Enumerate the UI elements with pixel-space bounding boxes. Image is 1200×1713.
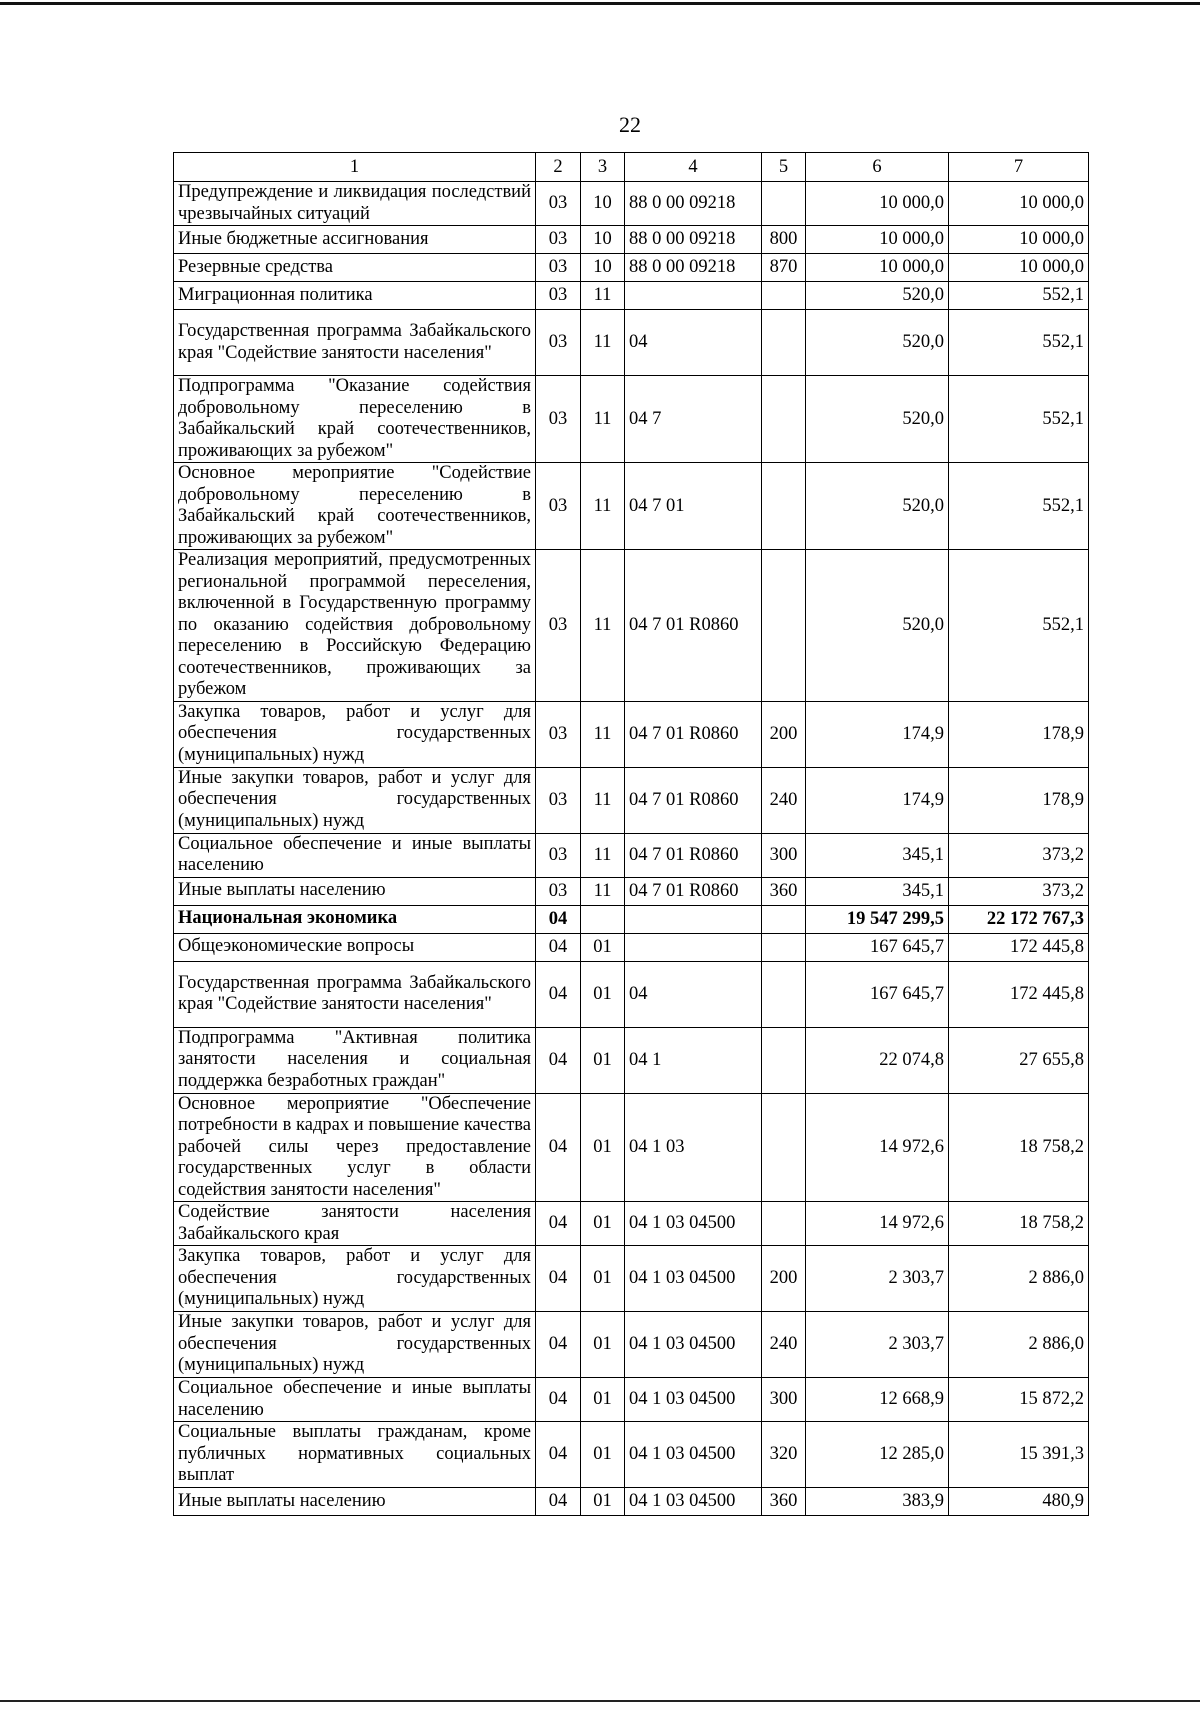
table-row xyxy=(174,463,1089,550)
subsection-code-cell: 01 xyxy=(581,933,625,961)
amount-col7-cell: 10 000,0 xyxy=(949,182,1089,226)
amount-col7-cell: 552,1 xyxy=(949,376,1089,463)
table-row xyxy=(174,1312,1089,1378)
amount-col7-cell: 27 655,8 xyxy=(949,1027,1089,1093)
expense-type-cell: 240 xyxy=(762,767,806,833)
column-number-row xyxy=(174,153,1089,182)
row-name-cell: Миграционная политика xyxy=(174,282,536,310)
target-article-cell: 04 1 03 04500 xyxy=(625,1202,762,1246)
amount-col6-cell: 167 645,7 xyxy=(806,961,949,1027)
section-code-cell: 03 xyxy=(536,877,581,905)
section-code-cell: 04 xyxy=(536,1202,581,1246)
amount-col7-cell: 15 391,3 xyxy=(949,1422,1089,1488)
column-header: 2 xyxy=(536,153,581,182)
subsection-code-cell: 11 xyxy=(581,833,625,877)
row-name-cell: Резервные средства xyxy=(174,254,536,282)
table-row xyxy=(174,550,1089,702)
column-header: 4 xyxy=(625,153,762,182)
subsection-code-cell: 01 xyxy=(581,1202,625,1246)
expense-type-cell: 300 xyxy=(762,1378,806,1422)
target-article-cell: 04 7 01 R0860 xyxy=(625,550,762,702)
amount-col7-cell: 2 886,0 xyxy=(949,1246,1089,1312)
section-code-cell: 04 xyxy=(536,961,581,1027)
expense-type-cell: 240 xyxy=(762,1312,806,1378)
row-name-cell: Содействие занятости населения Забайкальского края xyxy=(174,1202,536,1246)
amount-col6-cell: 12 668,9 xyxy=(806,1378,949,1422)
subsection-code-cell: 01 xyxy=(581,1422,625,1488)
row-name-cell: Закупка товаров, работ и услуг для обеспечения государственных (муниципальных) нужд xyxy=(174,701,536,767)
section-code-cell: 04 xyxy=(536,933,581,961)
amount-col6-cell: 14 972,6 xyxy=(806,1202,949,1246)
target-article-cell: 04 1 03 04500 xyxy=(625,1312,762,1378)
section-code-cell: 03 xyxy=(536,182,581,226)
subsection-code-cell: 10 xyxy=(581,182,625,226)
amount-col6-cell: 10 000,0 xyxy=(806,226,949,254)
table-row xyxy=(174,282,1089,310)
amount-col6-cell: 520,0 xyxy=(806,282,949,310)
row-name-cell: Государственная программа Забайкальского края "Содействие занятости населения" xyxy=(174,310,536,376)
amount-col6-cell: 345,1 xyxy=(806,833,949,877)
section-code-cell: 04 xyxy=(536,905,581,933)
expense-type-cell xyxy=(762,961,806,1027)
subsection-code-cell: 11 xyxy=(581,550,625,702)
target-article-cell: 04 7 01 R0860 xyxy=(625,701,762,767)
column-header: 6 xyxy=(806,153,949,182)
amount-col6-cell: 22 074,8 xyxy=(806,1027,949,1093)
amount-col7-cell: 178,9 xyxy=(949,767,1089,833)
amount-col7-cell: 552,1 xyxy=(949,282,1089,310)
expense-type-cell: 360 xyxy=(762,877,806,905)
row-name-cell: Иные закупки товаров, работ и услуг для обеспечения государственных (муниципальных) нужд xyxy=(174,1312,536,1378)
row-name-cell: Иные бюджетные ассигнования xyxy=(174,226,536,254)
section-code-cell: 04 xyxy=(536,1312,581,1378)
amount-col7-cell: 15 872,2 xyxy=(949,1378,1089,1422)
target-article-cell: 88 0 00 09218 xyxy=(625,226,762,254)
amount-col7-cell: 172 445,8 xyxy=(949,933,1089,961)
section-code-cell: 04 xyxy=(536,1093,581,1202)
table-row xyxy=(174,877,1089,905)
expense-type-cell xyxy=(762,310,806,376)
amount-col7-cell: 172 445,8 xyxy=(949,961,1089,1027)
target-article-cell: 04 1 03 04500 xyxy=(625,1422,762,1488)
expense-type-cell xyxy=(762,905,806,933)
subsection-code-cell: 10 xyxy=(581,254,625,282)
section-code-cell: 03 xyxy=(536,282,581,310)
table-row xyxy=(174,767,1089,833)
amount-col6-cell: 167 645,7 xyxy=(806,933,949,961)
expense-type-cell xyxy=(762,282,806,310)
expense-type-cell: 200 xyxy=(762,1246,806,1312)
amount-col7-cell: 373,2 xyxy=(949,877,1089,905)
amount-col6-cell: 174,9 xyxy=(806,767,949,833)
target-article-cell: 04 1 03 04500 xyxy=(625,1488,762,1516)
row-name-cell: Предупреждение и ликвидация последствий чрезвычайных ситуаций xyxy=(174,182,536,226)
amount-col7-cell: 178,9 xyxy=(949,701,1089,767)
column-header: 5 xyxy=(762,153,806,182)
row-name-cell: Национальная экономика xyxy=(174,905,536,933)
section-code-cell: 04 xyxy=(536,1246,581,1312)
amount-col6-cell: 2 303,7 xyxy=(806,1312,949,1378)
amount-col7-cell: 22 172 767,3 xyxy=(949,905,1089,933)
amount-col6-cell: 19 547 299,5 xyxy=(806,905,949,933)
row-name-cell: Основное мероприятие "Содействие добровольному переселению в Забайкальский край соотечественников, проживающих за рубежом" xyxy=(174,463,536,550)
column-header: 1 xyxy=(174,153,536,182)
row-name-cell: Закупка товаров, работ и услуг для обеспечения государственных (муниципальных) нужд xyxy=(174,1246,536,1312)
table-row xyxy=(174,226,1089,254)
row-name-cell: Реализация мероприятий, предусмотренных региональной программой переселения, включенной в Государственную программу по оказанию содействия добровольному переселению в Российскую Федерацию соотечественников, проживающих за рубежом xyxy=(174,550,536,702)
subsection-code-cell: 11 xyxy=(581,310,625,376)
amount-col6-cell: 10 000,0 xyxy=(806,254,949,282)
section-code-cell: 03 xyxy=(536,550,581,702)
target-article-cell: 04 7 xyxy=(625,376,762,463)
subsection-code-cell: 11 xyxy=(581,701,625,767)
subsection-code-cell: 11 xyxy=(581,767,625,833)
amount-col6-cell: 174,9 xyxy=(806,701,949,767)
section-code-cell: 04 xyxy=(536,1422,581,1488)
expense-type-cell: 200 xyxy=(762,701,806,767)
target-article-cell: 04 7 01 xyxy=(625,463,762,550)
expense-type-cell: 870 xyxy=(762,254,806,282)
section-code-cell: 03 xyxy=(536,310,581,376)
subsection-code-cell: 10 xyxy=(581,226,625,254)
page-number: 22 xyxy=(619,112,641,137)
expense-type-cell xyxy=(762,933,806,961)
table-row xyxy=(174,310,1089,376)
subsection-code-cell: 01 xyxy=(581,961,625,1027)
expense-type-cell xyxy=(762,550,806,702)
amount-col6-cell: 520,0 xyxy=(806,310,949,376)
target-article-cell xyxy=(625,933,762,961)
subsection-code-cell: 01 xyxy=(581,1027,625,1093)
subsection-code-cell: 11 xyxy=(581,282,625,310)
target-article-cell xyxy=(625,282,762,310)
target-article-cell: 04 xyxy=(625,310,762,376)
amount-col6-cell: 520,0 xyxy=(806,550,949,702)
section-code-cell: 03 xyxy=(536,376,581,463)
section-code-cell: 03 xyxy=(536,226,581,254)
amount-col7-cell: 480,9 xyxy=(949,1488,1089,1516)
amount-col7-cell: 552,1 xyxy=(949,310,1089,376)
table-row xyxy=(174,1202,1089,1246)
subsection-code-cell: 11 xyxy=(581,376,625,463)
column-header: 7 xyxy=(949,153,1089,182)
expense-type-cell: 360 xyxy=(762,1488,806,1516)
table-row xyxy=(174,1488,1089,1516)
table-row xyxy=(174,961,1089,1027)
target-article-cell: 04 7 01 R0860 xyxy=(625,833,762,877)
expense-type-cell xyxy=(762,182,806,226)
table-row xyxy=(174,1378,1089,1422)
table-row xyxy=(174,905,1089,933)
amount-col7-cell: 2 886,0 xyxy=(949,1312,1089,1378)
subsection-code-cell: 11 xyxy=(581,463,625,550)
table-row xyxy=(174,376,1089,463)
subsection-code-cell: 01 xyxy=(581,1093,625,1202)
amount-col7-cell: 10 000,0 xyxy=(949,226,1089,254)
expense-type-cell xyxy=(762,1093,806,1202)
row-name-cell: Подпрограмма "Активная политика занятости населения и социальная поддержка безработных граждан" xyxy=(174,1027,536,1093)
target-article-cell: 04 7 01 R0860 xyxy=(625,877,762,905)
amount-col6-cell: 2 303,7 xyxy=(806,1246,949,1312)
amount-col7-cell: 18 758,2 xyxy=(949,1093,1089,1202)
budget-table xyxy=(173,152,1089,1516)
table-row xyxy=(174,1093,1089,1202)
scan-edge-top xyxy=(0,2,1200,5)
section-code-cell: 04 xyxy=(536,1378,581,1422)
amount-col7-cell: 373,2 xyxy=(949,833,1089,877)
column-header: 3 xyxy=(581,153,625,182)
expense-type-cell xyxy=(762,1027,806,1093)
subsection-code-cell: 01 xyxy=(581,1488,625,1516)
target-article-cell: 04 1 xyxy=(625,1027,762,1093)
amount-col7-cell: 18 758,2 xyxy=(949,1202,1089,1246)
subsection-code-cell: 01 xyxy=(581,1378,625,1422)
expense-type-cell: 320 xyxy=(762,1422,806,1488)
table-row xyxy=(174,701,1089,767)
row-name-cell: Общеэкономические вопросы xyxy=(174,933,536,961)
row-name-cell: Иные закупки товаров, работ и услуг для обеспечения государственных (муниципальных) нужд xyxy=(174,767,536,833)
row-name-cell: Подпрограмма "Оказание содействия добровольному переселению в Забайкальский край соотечественников, проживающих за рубежом" xyxy=(174,376,536,463)
subsection-code-cell xyxy=(581,905,625,933)
target-article-cell xyxy=(625,905,762,933)
amount-col6-cell: 520,0 xyxy=(806,376,949,463)
row-name-cell: Государственная программа Забайкальского края "Содействие занятости населения" xyxy=(174,961,536,1027)
section-code-cell: 03 xyxy=(536,254,581,282)
target-article-cell: 04 1 03 xyxy=(625,1093,762,1202)
table-row xyxy=(174,182,1089,226)
target-article-cell: 04 1 03 04500 xyxy=(625,1378,762,1422)
row-name-cell: Основное мероприятие "Обеспечение потребности в кадрах и повышение качества рабочей силы через предоставление государственных услуг в области содействия занятости населения" xyxy=(174,1093,536,1202)
amount-col6-cell: 520,0 xyxy=(806,463,949,550)
amount-col7-cell: 552,1 xyxy=(949,463,1089,550)
table-row xyxy=(174,1027,1089,1093)
target-article-cell: 88 0 00 09218 xyxy=(625,254,762,282)
section-code-cell: 04 xyxy=(536,1488,581,1516)
expense-type-cell xyxy=(762,1202,806,1246)
row-name-cell: Иные выплаты населению xyxy=(174,1488,536,1516)
row-name-cell: Социальное обеспечение и иные выплаты населению xyxy=(174,1378,536,1422)
table-row xyxy=(174,1422,1089,1488)
table-row xyxy=(174,833,1089,877)
row-name-cell: Иные выплаты населению xyxy=(174,877,536,905)
expense-type-cell: 300 xyxy=(762,833,806,877)
expense-type-cell xyxy=(762,463,806,550)
expense-type-cell: 800 xyxy=(762,226,806,254)
section-code-cell: 03 xyxy=(536,701,581,767)
target-article-cell: 04 xyxy=(625,961,762,1027)
section-code-cell: 03 xyxy=(536,833,581,877)
section-code-cell: 04 xyxy=(536,1027,581,1093)
amount-col6-cell: 383,9 xyxy=(806,1488,949,1516)
amount-col6-cell: 10 000,0 xyxy=(806,182,949,226)
target-article-cell: 88 0 00 09218 xyxy=(625,182,762,226)
section-code-cell: 03 xyxy=(536,463,581,550)
amount-col7-cell: 552,1 xyxy=(949,550,1089,702)
target-article-cell: 04 7 01 R0860 xyxy=(625,767,762,833)
row-name-cell: Социальное обеспечение и иные выплаты населению xyxy=(174,833,536,877)
amount-col7-cell: 10 000,0 xyxy=(949,254,1089,282)
target-article-cell: 04 1 03 04500 xyxy=(625,1246,762,1312)
subsection-code-cell: 11 xyxy=(581,877,625,905)
scan-edge-bottom xyxy=(0,1700,1200,1702)
section-code-cell: 03 xyxy=(536,767,581,833)
subsection-code-cell: 01 xyxy=(581,1246,625,1312)
subsection-code-cell: 01 xyxy=(581,1312,625,1378)
table-row xyxy=(174,933,1089,961)
amount-col6-cell: 345,1 xyxy=(806,877,949,905)
table-row xyxy=(174,1246,1089,1312)
row-name-cell: Социальные выплаты гражданам, кроме публичных нормативных социальных выплат xyxy=(174,1422,536,1488)
expense-type-cell xyxy=(762,376,806,463)
amount-col6-cell: 12 285,0 xyxy=(806,1422,949,1488)
table-row xyxy=(174,254,1089,282)
amount-col6-cell: 14 972,6 xyxy=(806,1093,949,1202)
